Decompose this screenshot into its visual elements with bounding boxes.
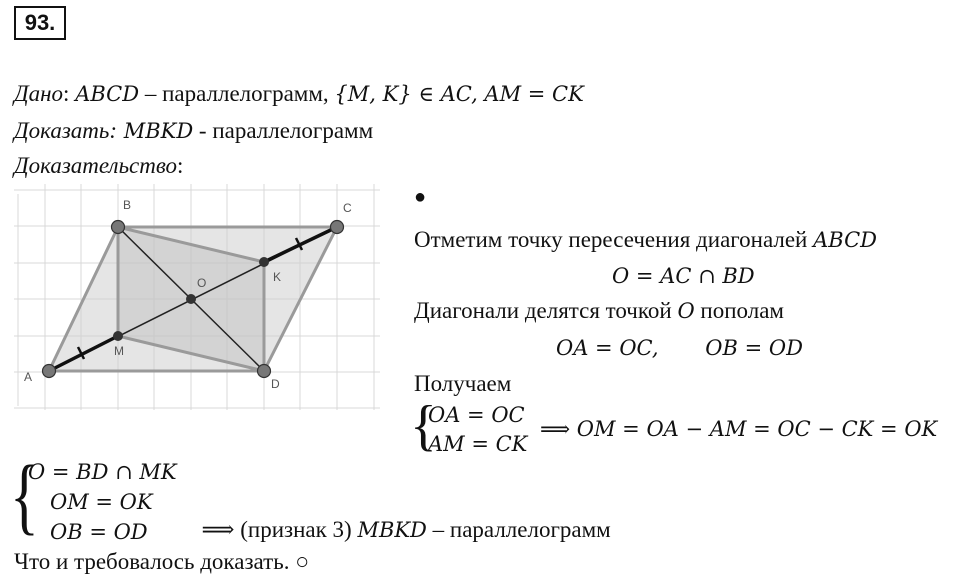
label-d: D bbox=[271, 377, 280, 391]
prove-line bbox=[14, 117, 373, 145]
label-c: C bbox=[343, 201, 352, 215]
step2-line: Диагонали делятся точкой O пополам bbox=[414, 298, 784, 323]
point-b bbox=[112, 221, 125, 234]
prove-label: Доказать: bbox=[14, 118, 118, 143]
step4-result: ⟹ (признак 3) MBKD – параллелограмм bbox=[201, 517, 611, 542]
given-condition: {M, K} ∈ AC, AM = CK bbox=[334, 82, 584, 106]
point-m bbox=[113, 331, 123, 341]
point-a bbox=[43, 365, 56, 378]
step4-sys1: O = BD ∩ MK bbox=[28, 460, 177, 484]
label-b: B bbox=[123, 198, 132, 212]
step4-sys3: OB = OD bbox=[50, 520, 148, 544]
given-label: Дано bbox=[14, 81, 64, 106]
prove-text: - параллелограмм bbox=[193, 118, 374, 143]
step1-line: Отметим точку пересечения диагоналей ABCD bbox=[414, 227, 878, 252]
step3-sys2: AM = CK bbox=[428, 432, 528, 456]
prove-figure: MBKD bbox=[117, 119, 194, 143]
system-brace-1: { bbox=[410, 395, 437, 457]
point-c bbox=[331, 221, 344, 234]
point-k bbox=[259, 257, 269, 267]
label-m: M bbox=[114, 344, 124, 358]
point-d bbox=[258, 365, 271, 378]
step3-label: Получаем bbox=[414, 371, 512, 396]
label-o: O bbox=[197, 276, 207, 290]
given-line: Дано: ABCD – параллелограмм, {M, K} ∈ AC, AM = CK bbox=[14, 81, 584, 106]
system-brace-2: { bbox=[10, 447, 39, 543]
label-a: A bbox=[24, 370, 33, 384]
point-o bbox=[186, 294, 196, 304]
given-text: – параллелограмм, bbox=[139, 81, 335, 106]
label-k: K bbox=[273, 270, 282, 284]
step1-formula: O = AC ∩ BD bbox=[612, 264, 755, 288]
step3-result: ⟹ OM = OA − AM = OC − CK = OK bbox=[540, 417, 938, 441]
conclusion: Что и требовалось доказать. ○ bbox=[14, 549, 310, 574]
problem-number: 93. bbox=[14, 6, 66, 40]
proof-label: Доказательство bbox=[14, 153, 178, 178]
step2-formula: OA = OC, OB = OD bbox=[556, 336, 803, 360]
step3-sys1: OA = OC bbox=[428, 403, 525, 427]
given-figure: ABCD bbox=[75, 82, 140, 106]
proof-line: Доказательство: bbox=[14, 153, 184, 178]
step4-sys2: OM = OK bbox=[50, 490, 153, 514]
bullet: ● bbox=[414, 186, 427, 208]
parallelogram-figure bbox=[14, 184, 380, 410]
